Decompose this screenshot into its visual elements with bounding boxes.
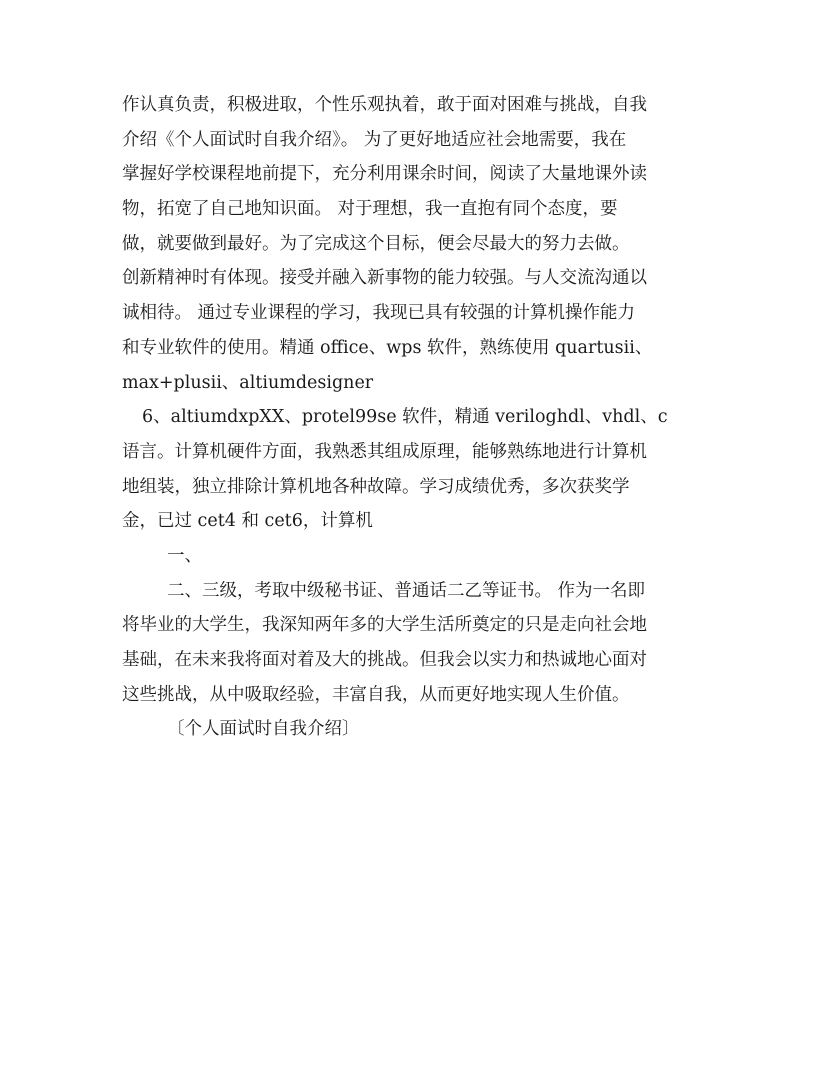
text-line: 做，就要做到最好。为了完成这个目标，便会尽最大的努力去做。 — [122, 233, 630, 254]
text-line: 金，已过 cet4 和 cet6，计算机 — [122, 511, 373, 532]
text-line: 将毕业的大学生，我深知两年多的大学生活所奠定的只是走向社会地 — [122, 615, 647, 636]
text-line: 物，拓宽了自己地知识面。 对于理想，我一直抱有同个态度，要 — [122, 199, 618, 220]
text-line: 这些挑战，从中吸取经验，丰富自我，从而更好地实现人生价值。 — [122, 684, 630, 705]
text-line: 地组装，独立排除计算机地各种故障。学习成绩优秀，多次获奖学 — [122, 476, 630, 497]
text-line: 基础，在未来我将面对着及大的挑战。但我会以实力和热诚地心面对 — [122, 650, 647, 670]
text-line: 介绍《个人面试时自我介绍》。 为了更好地适应社会地需要，我在 — [122, 129, 627, 150]
text-line: 6、altiumdxpXX、protel99se 软件，精通 veriloghdl、vhdl、c — [142, 407, 668, 428]
text-line: 一、 — [167, 545, 202, 566]
text-line: 〔个人面试时自我介绍〕 — [167, 719, 360, 740]
document-body — [122, 88, 722, 747]
text-line: 掌握好学校课程地前提下，充分利用课余时间，阅读了大量地课外读 — [122, 164, 647, 185]
text-line: 作认真负责，积极进取，个性乐观执着，敢于面对困难与挑战，自我 — [122, 95, 647, 115]
text-line: 二、三级，考取中级秘书证、普通话二乙等证书。 作为一名即 — [167, 580, 646, 601]
text-line: 和专业软件的使用。精通 office、wps 软件，熟练使用 quartusii、 — [122, 337, 653, 358]
text-line: 诚相待。 通过专业课程的学习，我现已具有较强的计算机操作能力 — [122, 303, 636, 324]
text-line: 语言。计算机硬件方面，我熟悉其组成原理，能够熟练地进行计算机 — [122, 441, 647, 462]
text-line: 创新精神时有体现。接受并融入新事物的能力较强。与人交流沟通以 — [122, 268, 647, 289]
text-line: max+plusii、altiumdesigner — [122, 372, 374, 393]
